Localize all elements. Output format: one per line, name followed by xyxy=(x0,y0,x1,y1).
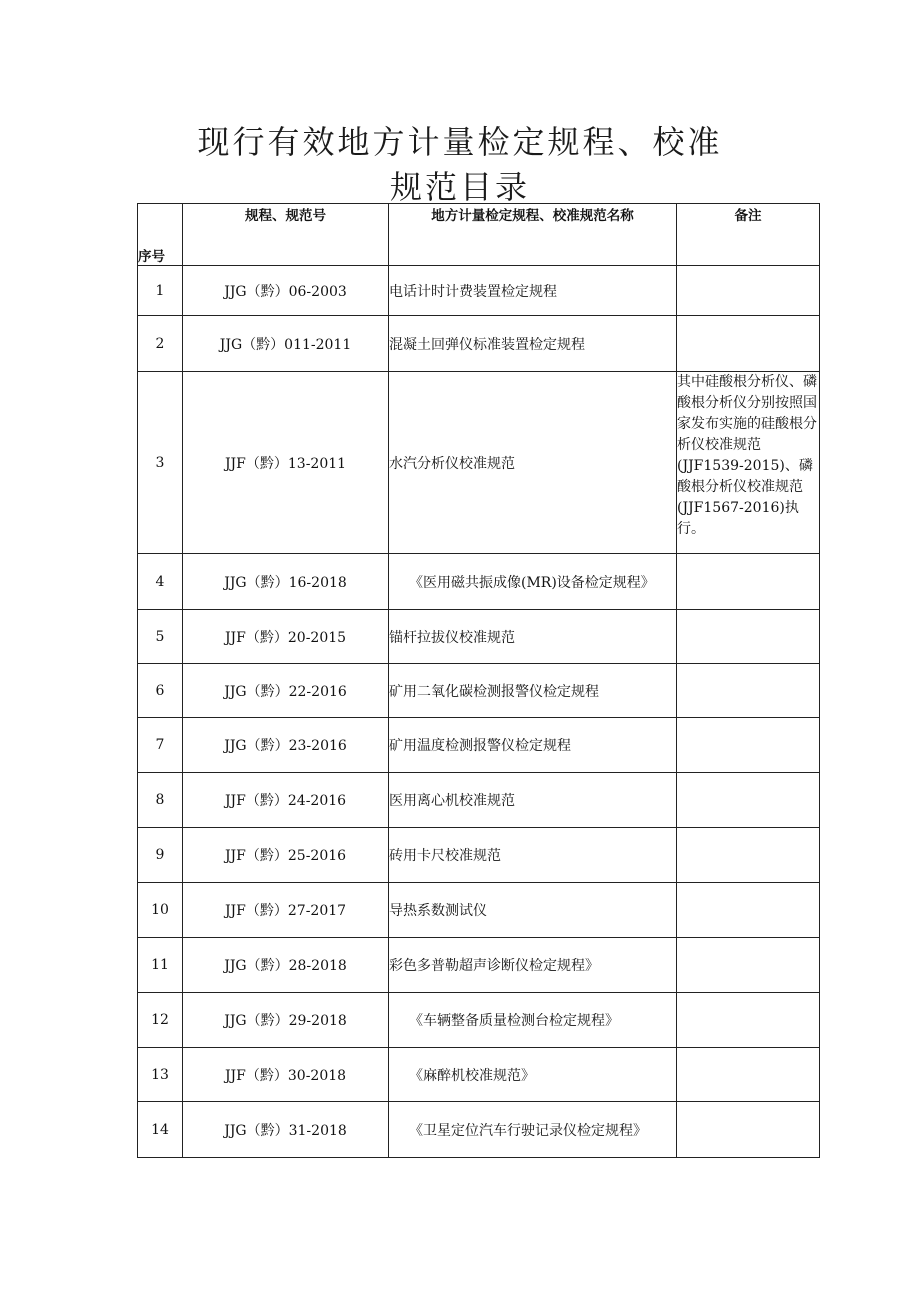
row-seq: 11 xyxy=(138,938,183,993)
row-code: JJG（黔）011-2011 xyxy=(183,316,389,372)
table-row xyxy=(138,372,820,554)
row-code: JJG（黔）06-2003 xyxy=(183,266,389,316)
regulation-table xyxy=(137,203,820,1158)
row-name: 《车辆整备质量检测台检定规程》 xyxy=(389,993,677,1048)
row-name: 医用离心机校准规范 xyxy=(389,773,677,828)
row-note xyxy=(677,554,820,610)
table-row xyxy=(138,1102,820,1158)
table-header-row xyxy=(138,204,820,266)
header-seq: 序号 xyxy=(138,204,183,266)
row-note xyxy=(677,993,820,1048)
row-name: 《卫星定位汽车行驶记录仪检定规程》 xyxy=(389,1102,677,1158)
row-name: 锚杆拉拔仪校准规范 xyxy=(389,610,677,664)
row-code: JJG（黔）16-2018 xyxy=(183,554,389,610)
row-seq: 10 xyxy=(138,883,183,938)
header-name: 地方计量检定规程、校准规范名称 xyxy=(389,204,677,266)
row-name: 水汽分析仪校准规范 xyxy=(389,372,677,554)
row-note xyxy=(677,718,820,773)
table-row xyxy=(138,266,820,316)
table-row xyxy=(138,938,820,993)
table-row xyxy=(138,554,820,610)
table-row xyxy=(138,1048,820,1102)
row-code: JJF（黔）13-2011 xyxy=(183,372,389,554)
table-row xyxy=(138,883,820,938)
row-note xyxy=(677,664,820,718)
table-row xyxy=(138,610,820,664)
row-name: 《医用磁共振成像(MR)设备检定规程》 xyxy=(389,554,677,610)
row-name: 矿用温度检测报警仪检定规程 xyxy=(389,718,677,773)
row-seq: 3 xyxy=(138,372,183,554)
row-seq: 4 xyxy=(138,554,183,610)
row-note xyxy=(677,773,820,828)
row-seq: 5 xyxy=(138,610,183,664)
row-seq: 1 xyxy=(138,266,183,316)
header-code: 规程、规范号 xyxy=(183,204,389,266)
row-code: JJG（黔）22-2016 xyxy=(183,664,389,718)
row-name: 导热系数测试仪 xyxy=(389,883,677,938)
row-name: 电话计时计费装置检定规程 xyxy=(389,266,677,316)
row-note xyxy=(677,828,820,883)
row-note xyxy=(677,610,820,664)
row-name: 混凝土回弹仪标准装置检定规程 xyxy=(389,316,677,372)
row-note xyxy=(677,316,820,372)
row-note xyxy=(677,1048,820,1102)
table-row xyxy=(138,664,820,718)
row-note xyxy=(677,266,820,316)
row-seq: 14 xyxy=(138,1102,183,1158)
header-note: 备注 xyxy=(677,204,820,266)
row-seq: 9 xyxy=(138,828,183,883)
page-title-line-2: 规范目录 xyxy=(389,168,530,206)
row-seq: 13 xyxy=(138,1048,183,1102)
table-row xyxy=(138,993,820,1048)
table-row xyxy=(138,828,820,883)
row-code: JJG（黔）23-2016 xyxy=(183,718,389,773)
row-note xyxy=(677,938,820,993)
row-code: JJF（黔）30-2018 xyxy=(183,1048,389,1102)
row-code: JJF（黔）27-2017 xyxy=(183,883,389,938)
row-name: 砖用卡尺校准规范 xyxy=(389,828,677,883)
row-name: 《麻醉机校准规范》 xyxy=(389,1048,677,1102)
table-row xyxy=(138,718,820,773)
row-code: JJF（黔）25-2016 xyxy=(183,828,389,883)
row-code: JJG（黔）29-2018 xyxy=(183,993,389,1048)
row-code: JJG（黔）31-2018 xyxy=(183,1102,389,1158)
row-seq: 6 xyxy=(138,664,183,718)
row-code: JJG（黔）28-2018 xyxy=(183,938,389,993)
row-seq: 12 xyxy=(138,993,183,1048)
row-seq: 8 xyxy=(138,773,183,828)
row-note xyxy=(677,883,820,938)
page-title-line-1: 现行有效地方计量检定规程、校准 xyxy=(197,123,723,161)
row-note xyxy=(677,1102,820,1158)
table-row xyxy=(138,316,820,372)
row-code: JJF（黔）24-2016 xyxy=(183,773,389,828)
row-seq: 2 xyxy=(138,316,183,372)
row-note: 其中硅酸根分析仪、磷酸根分析仪分别按照国家发布实施的硅酸根分析仪校准规范(JJF1539-2015)、磷酸根分析仪校准规范(JJF1567-2016)执行。 xyxy=(677,372,820,554)
row-code: JJF（黔）20-2015 xyxy=(183,610,389,664)
row-name: 彩色多普勒超声诊断仪检定规程》 xyxy=(389,938,677,993)
row-seq: 7 xyxy=(138,718,183,773)
row-name: 矿用二氧化碳检测报警仪检定规程 xyxy=(389,664,677,718)
table-row xyxy=(138,773,820,828)
